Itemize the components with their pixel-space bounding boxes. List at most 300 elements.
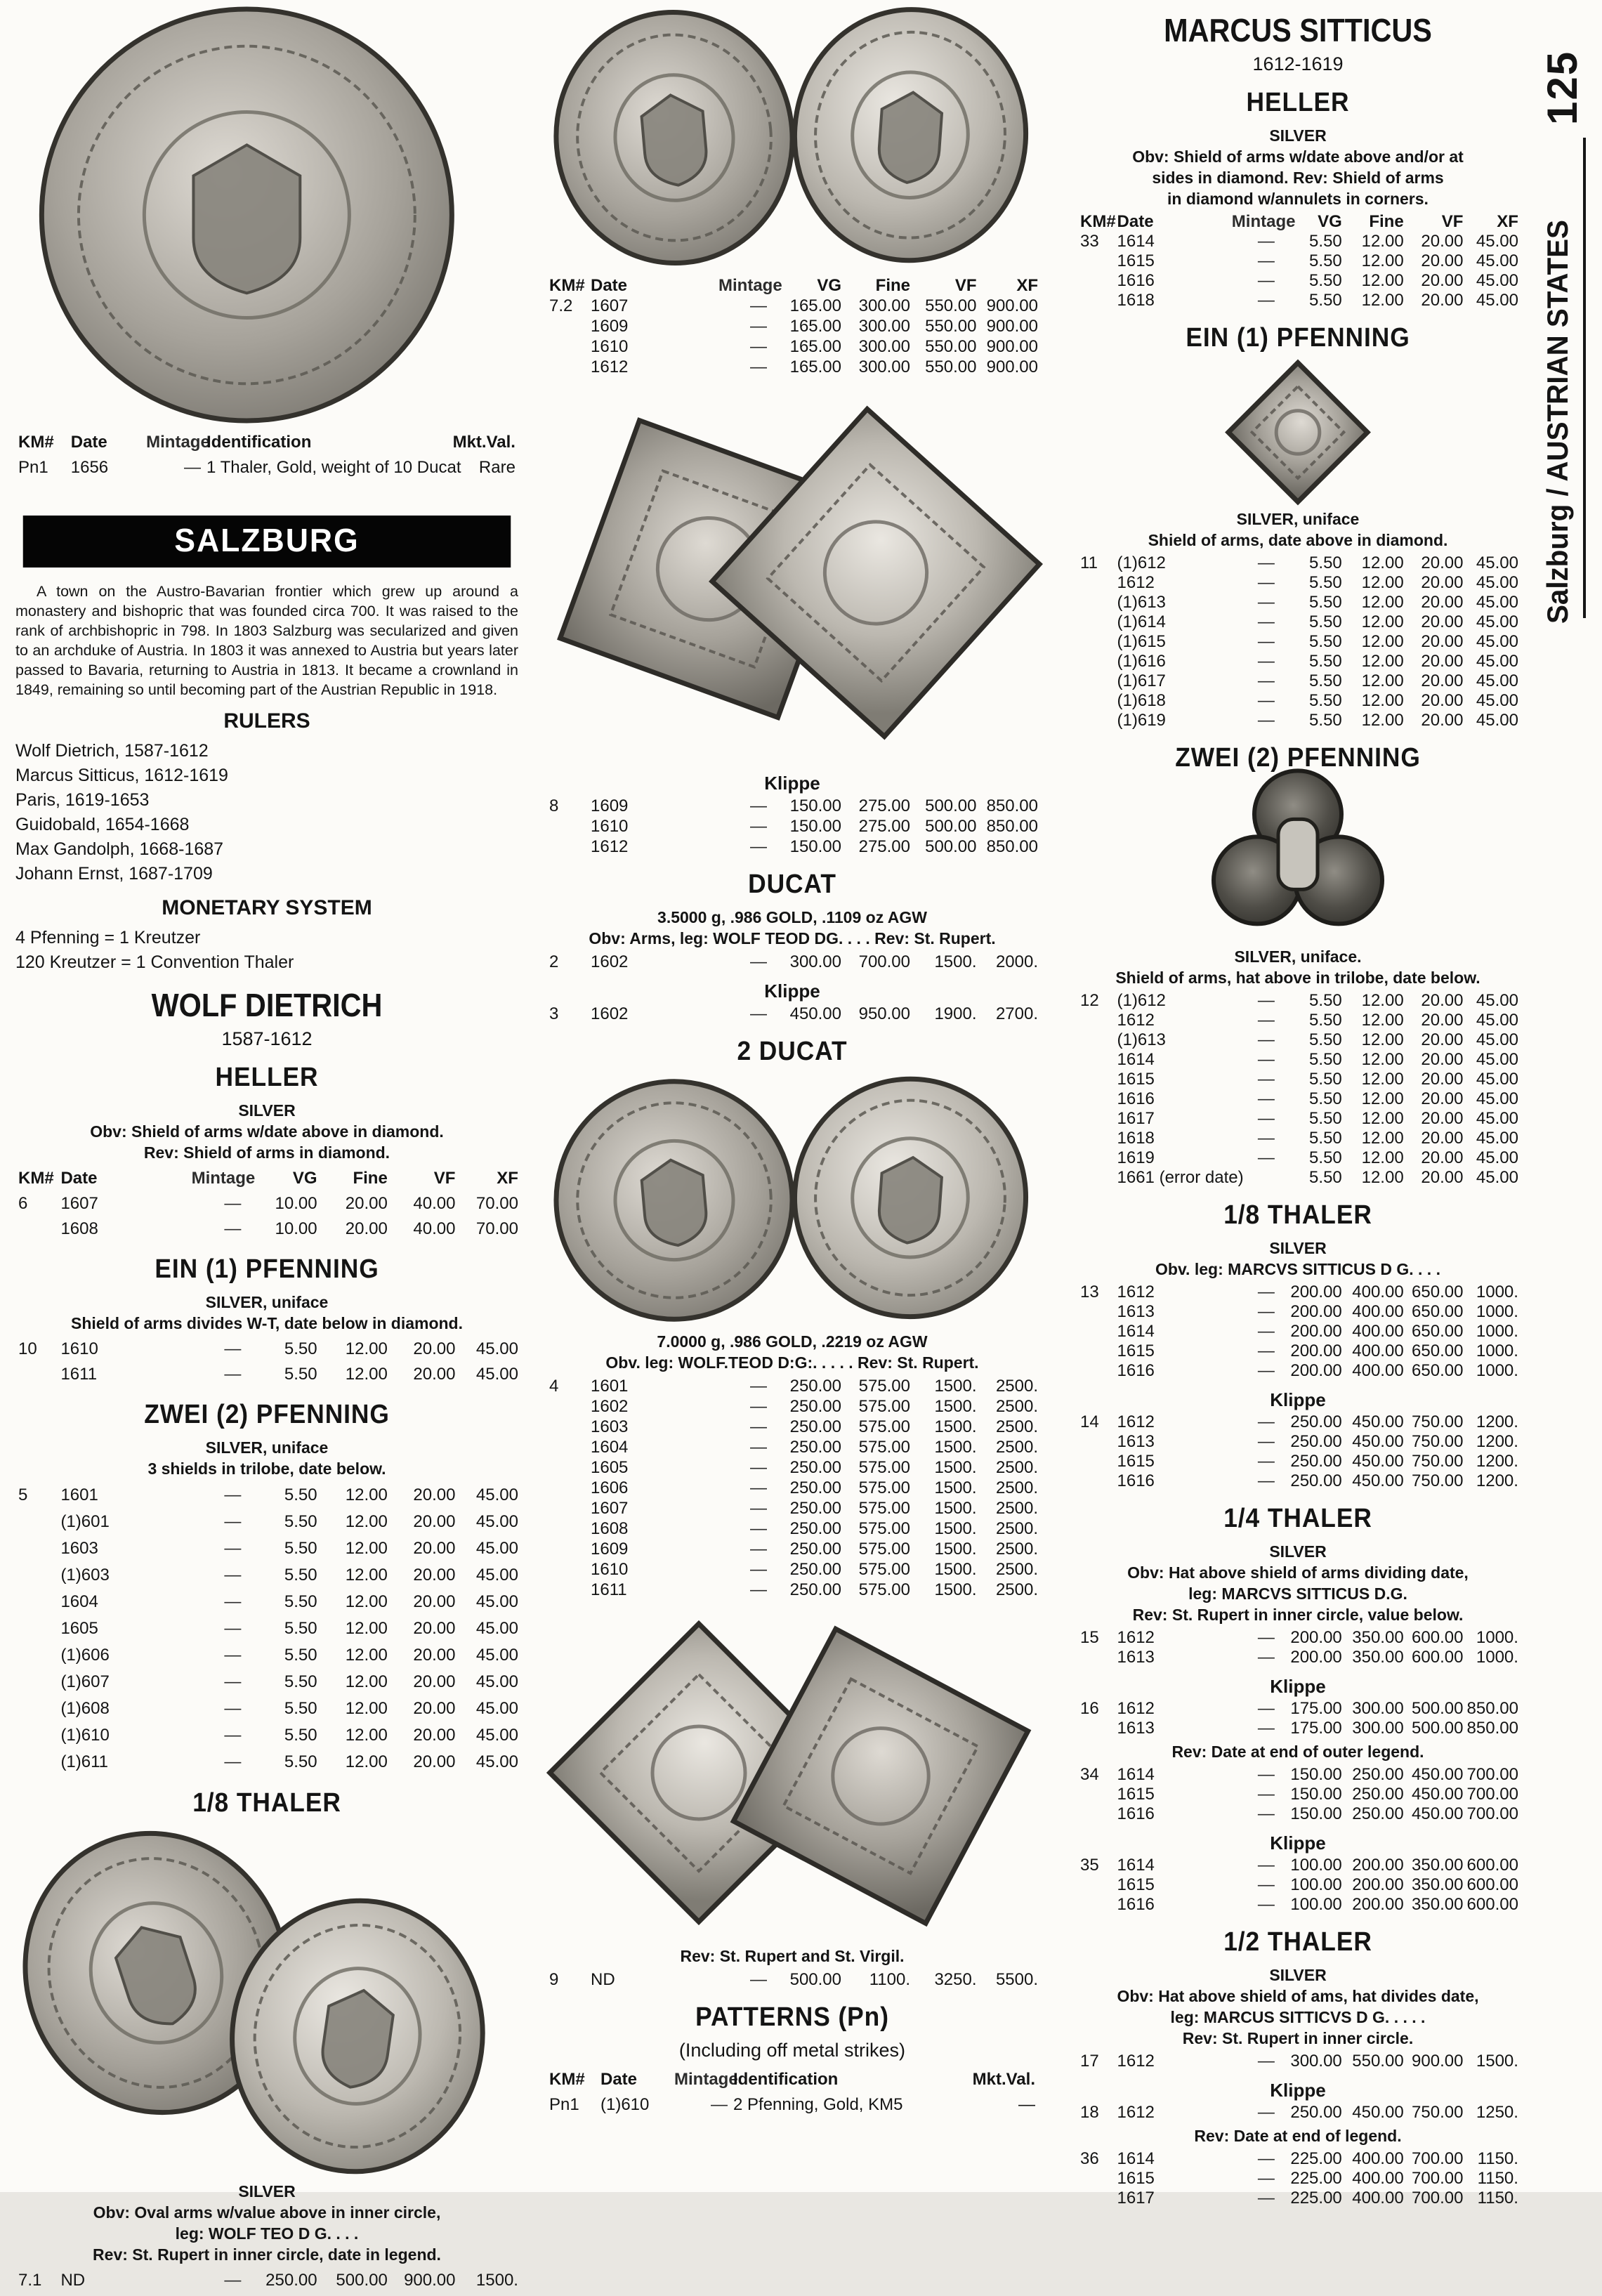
- fine-cell: 400.00: [1352, 1361, 1404, 1380]
- caption-line: sides in diamond. Rev: Shield of arms: [1152, 169, 1444, 187]
- fine-cell: 450.00: [1352, 1452, 1404, 1471]
- fine-cell: 12.00: [1361, 593, 1404, 612]
- date-cell: 1601: [591, 1377, 629, 1396]
- page-number: 125: [1539, 50, 1586, 125]
- vg-cell: 5.50: [1309, 271, 1342, 290]
- km-cell: 10: [18, 1339, 37, 1358]
- column-header: VG: [292, 1169, 317, 1188]
- vg-cell: 5.50: [1309, 1129, 1342, 1148]
- price-row: [15, 1535, 518, 1562]
- xf-cell: 45.00: [1476, 1168, 1518, 1187]
- xf-cell: 45.00: [475, 1485, 518, 1504]
- vf-cell: 500.00: [925, 837, 977, 856]
- vg-cell: 200.00: [1290, 1648, 1342, 1667]
- vg-cell: 5.50: [1309, 251, 1342, 270]
- list-line: 120 Kreutzer = 1 Convention Thaler: [15, 952, 294, 972]
- xf-cell: 45.00: [1476, 251, 1518, 270]
- price-row: [1077, 632, 1518, 652]
- fine-cell: 12.00: [345, 1619, 388, 1638]
- date-cell: 1616: [1117, 1804, 1155, 1823]
- caption-block: [15, 1100, 518, 1163]
- denomination-heading-eighth-thaler: 1/8 THALER: [192, 1788, 341, 1818]
- patterns-heading: PATTERNS (Pn): [695, 2002, 889, 2032]
- caption-line: SILVER: [238, 2182, 296, 2200]
- mintage-cell: —: [750, 1458, 767, 1477]
- vf-cell: 20.00: [1421, 251, 1464, 270]
- ein-pfenning-price-table: [1077, 553, 1518, 730]
- caption-line: in diamond w/annulets in corners.: [1167, 190, 1429, 208]
- mintage-cell: —: [1257, 1412, 1275, 1431]
- column-header: Date: [600, 2070, 638, 2089]
- xf-cell: 2500.: [995, 1377, 1038, 1396]
- vf-cell: 1500.: [934, 1397, 977, 1416]
- price-row: [1077, 1070, 1518, 1089]
- vf-cell: 20.00: [1421, 991, 1464, 1010]
- price-row: [546, 1417, 1038, 1437]
- vg-cell: 225.00: [1290, 2169, 1342, 2188]
- price-row: [1077, 1875, 1518, 1895]
- xf-cell: 45.00: [475, 1339, 518, 1358]
- fine-cell: 400.00: [1352, 2149, 1404, 2168]
- vf-cell: 3250.: [934, 1970, 977, 1989]
- mintage-cell: —: [1257, 1030, 1275, 1049]
- vf-cell: 20.00: [1421, 1089, 1464, 1108]
- xf-cell: 45.00: [475, 1646, 518, 1665]
- mintage-cell: —: [750, 1519, 767, 1538]
- vf-cell: 600.00: [1412, 1648, 1464, 1667]
- km-cell: [15, 1362, 60, 1387]
- fine-cell: 450.00: [1352, 1412, 1404, 1431]
- mintage-cell: —: [1257, 1719, 1275, 1738]
- date-cell: 1612: [1117, 1011, 1155, 1030]
- caption-block: [546, 1331, 1038, 1373]
- fine-cell: 350.00: [1352, 1628, 1404, 1647]
- vg-cell: 500.00: [789, 1970, 841, 1989]
- fine-cell: 1100.: [869, 1970, 910, 1989]
- xf-cell: 45.00: [475, 1752, 518, 1771]
- xf-cell: 2500.: [995, 1478, 1038, 1497]
- xf-cell: 1500.: [1476, 2052, 1518, 2071]
- mintage-cell: —: [1257, 1471, 1275, 1490]
- date-cell: ND: [60, 2271, 86, 2290]
- denomination-heading-ein-pfenning: EIN (1) PFENNING: [155, 1254, 379, 1284]
- two-ducat-coin-photos-image: [546, 1074, 1038, 1327]
- mintage-cell: —: [711, 2095, 728, 2114]
- km-cell: 12: [1080, 991, 1099, 1010]
- caption-block: [1077, 125, 1518, 209]
- xf-cell: 70.00: [475, 1194, 518, 1213]
- mintage-cell: —: [750, 317, 767, 336]
- mintage-cell: —: [1257, 632, 1275, 651]
- price-row: [546, 1437, 1038, 1457]
- date-cell: 1612: [1117, 1628, 1155, 1647]
- thaler-price-table: [546, 275, 1038, 377]
- vg-cell: 250.00: [789, 1580, 841, 1599]
- vf-cell: 450.00: [1412, 1804, 1464, 1823]
- km-cell: [1077, 711, 1117, 730]
- left-column: [15, 0, 518, 2296]
- price-row: [546, 837, 1038, 857]
- date-cell: 1607: [591, 296, 629, 315]
- zwei-pfenning-trilobe-coin-photo: [1077, 780, 1518, 942]
- date-cell: 1613: [1117, 1648, 1155, 1667]
- column-header: Date: [60, 1169, 98, 1188]
- vf-cell: 700.00: [1412, 2189, 1464, 2208]
- mintage-cell: —: [224, 1699, 242, 1718]
- xf-cell: 2500.: [995, 1499, 1038, 1518]
- fine-cell: 575.00: [858, 1478, 910, 1497]
- price-row: [546, 1518, 1038, 1539]
- date-cell: 1604: [591, 1438, 629, 1457]
- km-cell: [546, 1580, 591, 1600]
- fine-cell: 950.00: [858, 1004, 910, 1023]
- vg-cell: 5.50: [1309, 691, 1342, 710]
- price-row: [1077, 1168, 1518, 1188]
- km-cell: [546, 1559, 591, 1580]
- mintage-cell: —: [750, 1560, 767, 1579]
- date-cell: 1602: [591, 952, 629, 971]
- price-row: [15, 1509, 518, 1535]
- km-cell: [1077, 612, 1117, 632]
- xf-cell: 45.00: [1476, 271, 1518, 290]
- xf-cell: 45.00: [1476, 1050, 1518, 1069]
- km-cell: [1077, 573, 1117, 593]
- xf-cell: 45.00: [1476, 691, 1518, 710]
- vg-cell: 250.00: [1290, 1412, 1342, 1431]
- fine-cell: 12.00: [1361, 1050, 1404, 1069]
- vf-cell: 20.00: [413, 1699, 456, 1718]
- caption-line: SILVER, uniface.: [1234, 947, 1362, 966]
- km-cell: 3: [549, 1004, 559, 1023]
- km-cell: [1077, 1895, 1117, 1915]
- vf-cell: 20.00: [1421, 1030, 1464, 1049]
- mintage-cell: —: [750, 837, 767, 856]
- date-cell: 1614: [1117, 1765, 1155, 1784]
- caption-line: Obv. leg: MARCVS SITTICUS D G. . . .: [1155, 1260, 1440, 1278]
- date-cell: 1615: [1117, 1452, 1155, 1471]
- fine-cell: 12.00: [1361, 232, 1404, 251]
- price-row: [546, 1478, 1038, 1498]
- fine-cell: 12.00: [1361, 573, 1404, 592]
- id-table-header: [15, 430, 518, 455]
- mintage-cell: —: [750, 1970, 767, 1989]
- vg-cell: 300.00: [789, 952, 841, 971]
- km-cell: [15, 1535, 60, 1562]
- mintage-cell: —: [1257, 2169, 1275, 2188]
- xf-cell: 1200.: [1476, 1471, 1518, 1490]
- mintage-cell: —: [1257, 1070, 1275, 1089]
- vg-cell: 200.00: [1290, 1628, 1342, 1647]
- fine-cell: 12.00: [1361, 1070, 1404, 1089]
- mintage-cell: —: [1257, 271, 1275, 290]
- klippe-thaler-coin-photos: [546, 381, 1038, 764]
- price-row: [15, 1615, 518, 1642]
- xf-cell: 5500.: [995, 1970, 1038, 1989]
- quarter-thaler-price-table: [1077, 1628, 1518, 1667]
- fine-cell: 12.00: [345, 1726, 388, 1745]
- vf-cell: 20.00: [1421, 1011, 1464, 1030]
- xf-cell: 45.00: [475, 1699, 518, 1718]
- date-cell: 1607: [60, 1194, 98, 1213]
- mintage-cell: —: [1257, 593, 1275, 612]
- km-cell: 7.1: [18, 2271, 42, 2290]
- date-cell: 1618: [1117, 291, 1155, 310]
- date-cell: 1617: [1117, 2189, 1155, 2208]
- quarter-thaler-klippe-table: [1077, 1699, 1518, 1738]
- date-cell: 1602: [591, 1004, 629, 1023]
- caption-line: leg: MARCVS SITTICUS D.G.: [1188, 1585, 1407, 1603]
- fine-cell: 575.00: [858, 1377, 910, 1396]
- vf-cell: 650.00: [1412, 1341, 1464, 1360]
- xf-cell: 45.00: [1476, 711, 1518, 730]
- xf-cell: 900.00: [986, 317, 1038, 336]
- fine-cell: 575.00: [858, 1438, 910, 1457]
- price-row: [546, 796, 1038, 816]
- caption-block: [15, 1437, 518, 1479]
- km-cell: [546, 336, 591, 357]
- price-row: [1077, 2189, 1518, 2208]
- price-row: [15, 1562, 518, 1589]
- date-cell: 1615: [1117, 1785, 1155, 1804]
- vg-cell: 150.00: [789, 796, 841, 815]
- fine-cell: 450.00: [1352, 1471, 1404, 1490]
- mintage-cell: —: [224, 1539, 242, 1558]
- caption-line: Shield of arms, date above in diamond.: [1148, 531, 1448, 549]
- zwei-pfenning-price-table: [1077, 991, 1518, 1188]
- rulers-list: [15, 739, 518, 886]
- mintage-cell: —: [1257, 1129, 1275, 1148]
- vg-cell: 150.00: [789, 817, 841, 836]
- vg-cell: 5.50: [1309, 711, 1342, 730]
- xf-cell: 700.00: [1466, 1765, 1518, 1784]
- xf-cell: 45.00: [475, 1592, 518, 1611]
- mintage-cell: —: [1257, 1628, 1275, 1647]
- column-header: Mintage: [191, 1169, 256, 1188]
- vg-cell: 5.50: [1309, 232, 1342, 251]
- vg-cell: 5.50: [284, 1539, 317, 1558]
- xf-cell: 1150.: [1477, 2169, 1518, 2188]
- vf-cell: 1500.: [934, 1478, 977, 1497]
- mintage-cell: —: [224, 1726, 242, 1745]
- price-row: [1077, 1322, 1518, 1341]
- vg-cell: 5.50: [1309, 1109, 1342, 1128]
- price-row: [546, 336, 1038, 357]
- date-cell: 1616: [1117, 271, 1155, 290]
- caption-line: Shield of arms, hat above in trilobe, date below.: [1115, 969, 1480, 987]
- xf-cell: 2500.: [995, 1580, 1038, 1599]
- fine-cell: 12.00: [1361, 612, 1404, 631]
- gold-thaler-coin-photo-image: [15, 4, 518, 426]
- price-table-header: [546, 275, 1038, 296]
- xf-cell: 1500.: [475, 2271, 518, 2290]
- mintage-cell: —: [1257, 232, 1275, 251]
- list-line: Guidobald, 1654-1668: [15, 815, 190, 834]
- km-cell: 33: [1080, 232, 1099, 251]
- mintage-cell: —: [1257, 1109, 1275, 1128]
- caption-block: [1077, 509, 1518, 551]
- xf-cell: 45.00: [1476, 612, 1518, 631]
- ducat-klippe-price-table: [546, 1004, 1038, 1024]
- km-cell: [15, 1562, 60, 1589]
- caption-line: Obv: Hat above shield of ams, hat divides date,: [1117, 1987, 1479, 2005]
- price-row: [15, 1669, 518, 1695]
- xf-cell: 1000.: [1476, 1361, 1518, 1380]
- rupert-virgil-klippe-coin-photos: [546, 1604, 1038, 1941]
- price-row: [1077, 573, 1518, 593]
- mintage-cell: —: [750, 1478, 767, 1497]
- mintage-cell: —: [1257, 691, 1275, 710]
- denomination-heading-zwei-pfenning: ZWEI (2) PFENNING: [144, 1400, 390, 1429]
- km-cell: 15: [1080, 1628, 1099, 1647]
- caption-line: SILVER: [238, 1101, 296, 1120]
- fine-cell: 250.00: [1352, 1765, 1404, 1784]
- price-row: [546, 316, 1038, 336]
- fine-cell: 12.00: [1361, 991, 1404, 1010]
- date-cell: (1)619: [1117, 711, 1166, 730]
- column-header: Mintage: [674, 2070, 738, 2089]
- price-row: [1077, 2149, 1518, 2169]
- xf-cell: 2500.: [995, 1417, 1038, 1436]
- price-row: [1077, 691, 1518, 711]
- date-cell: 1614: [1117, 232, 1155, 251]
- xf-cell: 700.00: [1466, 1804, 1518, 1823]
- eighth-thaler-price-table: [15, 2268, 518, 2293]
- vf-cell: 20.00: [1421, 291, 1464, 310]
- vg-cell: 5.50: [284, 1566, 317, 1585]
- caption-line: leg: MARCUS SITTICVS D G. . . . .: [1170, 2008, 1426, 2026]
- fine-cell: 550.00: [1352, 2052, 1404, 2071]
- identification-cell: 1 Thaler, Gold, weight of 10 Ducat: [206, 458, 461, 477]
- xf-cell: 45.00: [1476, 1129, 1518, 1148]
- fine-cell: 12.00: [1361, 1089, 1404, 1108]
- klippe-text: Klippe: [1270, 1389, 1326, 1410]
- date-cell: (1)603: [60, 1566, 110, 1585]
- caption-line: Obv: Oval arms w/value above in inner circle,: [93, 2203, 441, 2222]
- monetary-system-list: [15, 926, 518, 975]
- vf-cell: 20.00: [413, 1619, 456, 1638]
- caption-line: Rev: St. Rupert in inner circle, value below.: [1132, 1606, 1464, 1624]
- km-cell: 16: [1080, 1699, 1099, 1718]
- price-row: [1077, 1804, 1518, 1824]
- column-header: Fine: [875, 276, 910, 295]
- price-row: [1077, 1283, 1518, 1302]
- xf-cell: 1200.: [1476, 1432, 1518, 1451]
- date-cell: (1)612: [1117, 991, 1166, 1010]
- km-cell: 13: [1080, 1283, 1099, 1301]
- price-row: [1077, 1302, 1518, 1322]
- vg-cell: 5.50: [1309, 1070, 1342, 1089]
- fine-cell: 20.00: [345, 1219, 388, 1238]
- xf-cell: 850.00: [1466, 1719, 1518, 1738]
- id-row: [15, 455, 518, 480]
- fine-cell: 12.00: [345, 1646, 388, 1665]
- xf-cell: 2000.: [995, 952, 1038, 971]
- fine-cell: 12.00: [345, 1365, 388, 1384]
- rulers-heading: RULERS: [223, 709, 310, 733]
- denomination-heading-heller: HELLER: [1246, 88, 1350, 117]
- xf-cell: 850.00: [1466, 1699, 1518, 1718]
- vg-cell: 5.50: [1309, 991, 1342, 1010]
- eighth-thaler-coin-photos: [15, 1825, 518, 2177]
- xf-cell: 1000.: [1476, 1648, 1518, 1667]
- vg-cell: 250.00: [789, 1458, 841, 1477]
- mintage-cell: —: [1257, 1895, 1275, 1914]
- mintage-cell: —: [750, 796, 767, 815]
- vg-cell: 150.00: [1290, 1804, 1342, 1823]
- vf-cell: 20.00: [1421, 711, 1464, 730]
- vf-cell: 1500.: [934, 1458, 977, 1477]
- fine-cell: 200.00: [1352, 1875, 1404, 1894]
- vf-cell: 1500.: [934, 1519, 977, 1538]
- vg-cell: 175.00: [1290, 1719, 1342, 1738]
- km-cell: [1077, 2189, 1117, 2208]
- km-cell: [1077, 251, 1117, 271]
- price-row: [1077, 1648, 1518, 1667]
- price-row: [1077, 1785, 1518, 1804]
- date-cell: 1604: [60, 1592, 98, 1611]
- mintage-cell: —: [750, 1417, 767, 1436]
- date-cell: 1603: [60, 1539, 98, 1558]
- vf-cell: 1500.: [934, 1377, 977, 1396]
- fine-cell: 400.00: [1352, 1283, 1404, 1301]
- km-cell: [15, 1216, 60, 1242]
- mintage-cell: —: [224, 1339, 242, 1358]
- price-row: [1077, 1699, 1518, 1719]
- klippe-text: Klippe: [764, 980, 820, 1002]
- column-header: KM#: [1080, 212, 1116, 231]
- fine-cell: 275.00: [858, 817, 910, 836]
- column-header: Identification: [733, 2070, 839, 2089]
- mintage-cell: —: [224, 1512, 242, 1531]
- km-cell: [546, 357, 591, 377]
- vf-cell: 20.00: [1421, 1168, 1464, 1187]
- vf-cell: 20.00: [1421, 1148, 1464, 1167]
- caption-line: SILVER: [1269, 126, 1327, 145]
- fine-cell: 400.00: [1352, 1322, 1404, 1341]
- price-row: [15, 1191, 518, 1216]
- mintage-cell: —: [1257, 2189, 1275, 2208]
- mintage-cell: —: [1257, 2149, 1275, 2168]
- column-header: Mkt.Val.: [972, 2070, 1035, 2089]
- date-cell: 1612: [1117, 1412, 1155, 1431]
- mintage-cell: —: [1257, 1302, 1275, 1321]
- klippe-thaler-coin-photos-image: [546, 381, 1038, 764]
- eighth-thaler-price-table: [1077, 1283, 1518, 1381]
- caption-line: 7.0000 g, .986 GOLD, .2219 oz AGW: [657, 1332, 928, 1351]
- market-value-cell: Rare: [478, 458, 516, 477]
- vf-cell: 20.00: [1421, 612, 1464, 631]
- xf-cell: 700.00: [1466, 1785, 1518, 1804]
- xf-cell: 45.00: [1476, 1070, 1518, 1089]
- denomination-heading-heller: HELLER: [215, 1063, 319, 1092]
- date-cell: 1656: [70, 458, 109, 477]
- fine-cell: 300.00: [1352, 1699, 1404, 1718]
- vg-cell: 200.00: [1290, 1341, 1342, 1360]
- vf-cell: 350.00: [1412, 1856, 1464, 1875]
- vg-cell: 250.00: [789, 1540, 841, 1559]
- km-cell: [1077, 652, 1117, 671]
- km-cell: [1077, 1148, 1117, 1168]
- date-cell: 1613: [1117, 1719, 1155, 1738]
- caption-line: Rev: St. Rupert in inner circle.: [1182, 2029, 1414, 2047]
- fine-cell: 12.00: [1361, 632, 1404, 651]
- gold-thaler-coin-photo: [15, 4, 518, 426]
- fine-cell: 575.00: [858, 1580, 910, 1599]
- xf-cell: 2500.: [995, 1560, 1038, 1579]
- fine-cell: 12.00: [345, 1592, 388, 1611]
- caption-line: Obv: Arms, leg: WOLF TEOD DG. . . . Rev: St. Rupert.: [589, 929, 996, 947]
- vg-cell: 5.50: [284, 1619, 317, 1638]
